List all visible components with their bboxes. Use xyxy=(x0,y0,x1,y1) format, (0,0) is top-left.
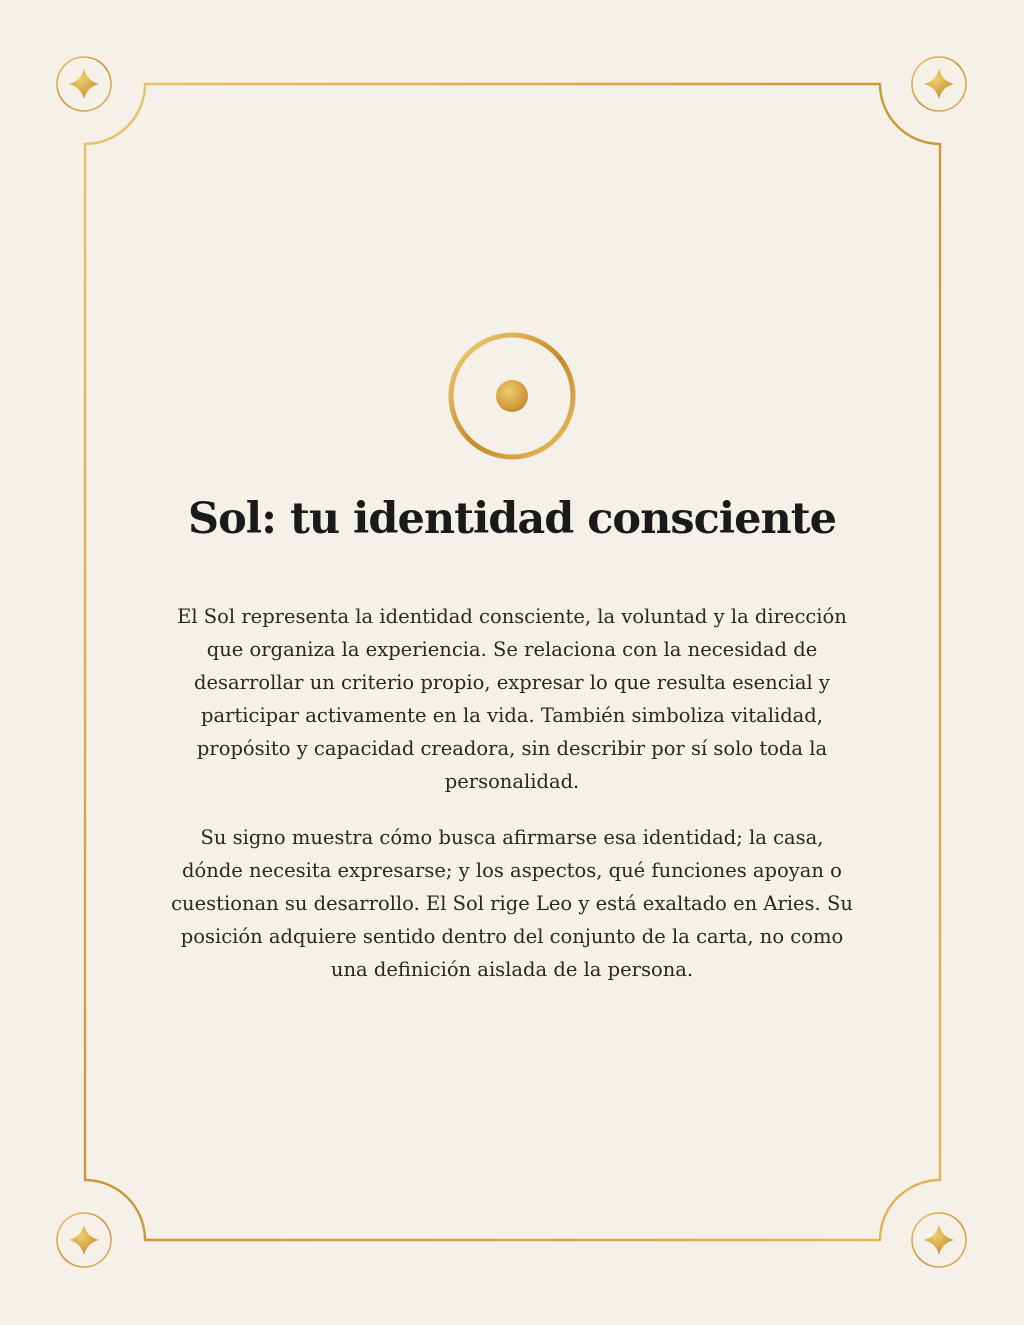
page-title: Sol: tu identidad consciente xyxy=(188,494,836,544)
four-point-star-icon xyxy=(924,1225,954,1255)
corner-ornament-bottom-left xyxy=(57,1213,111,1267)
four-point-star-icon xyxy=(924,69,954,99)
four-point-star-icon xyxy=(69,1225,99,1255)
corner-ornament-top-right xyxy=(912,57,966,111)
sun-symbol-icon xyxy=(451,335,573,457)
four-point-star-icon xyxy=(69,69,99,99)
body-paragraph-1: El Sol representa la identidad consciente, la voluntad y la dirección que organiza la experiencia. Se relaciona con la necesidad de desarrollar un criterio propio, expresar lo que resulta esencial y participar activamente en la vida. También simboliza vitalidad, propósito y capacidad creadora, sin describir por sí solo toda la personalidad. xyxy=(177,605,847,793)
corner-ornament-top-left xyxy=(57,57,111,111)
corner-ornament-bottom-right xyxy=(912,1213,966,1267)
body-paragraph-2: Su signo muestra cómo busca afirmarse esa identidad; la casa, dónde necesita expresarse; y los aspectos, qué funciones apoyan o cuestionan su desarrollo. El Sol rige Leo y está exaltado en Aries. Su posición adquiere sentido dentro del conjunto de la carta, no como una definición aislada de la persona. xyxy=(171,826,853,981)
